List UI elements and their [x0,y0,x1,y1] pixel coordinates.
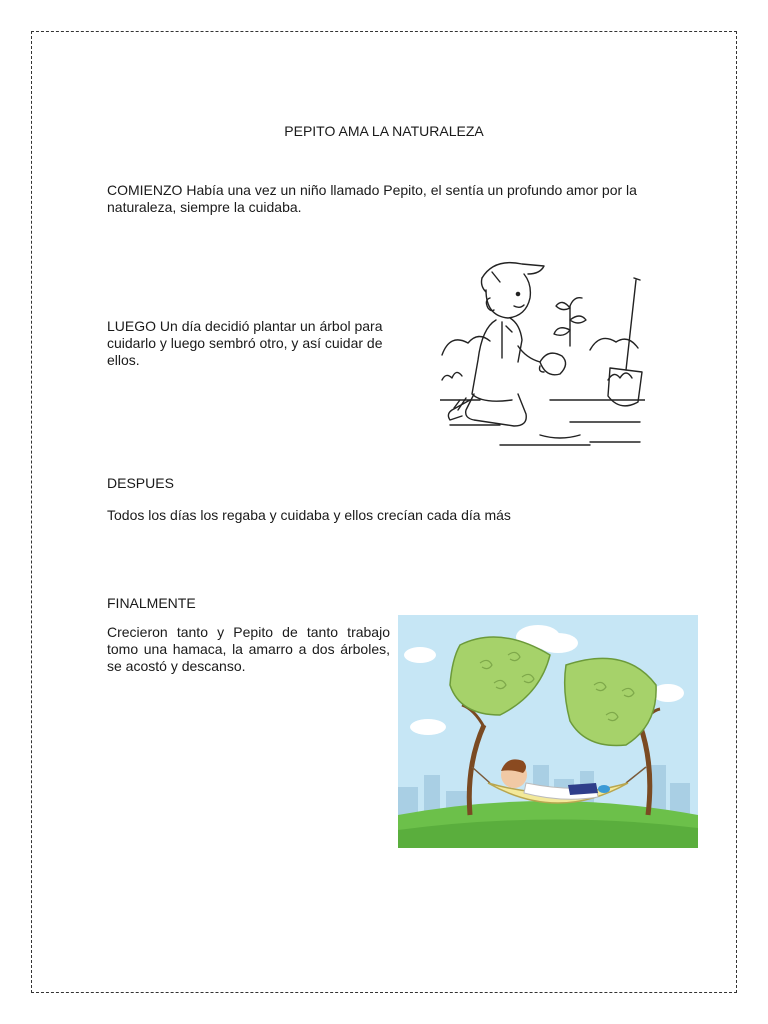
paragraph-comienzo: COMIENZO Había una vez un niño llamado Pepito, el sentía un profundo amor por la naturaleza, siempre la cuidaba. [107,182,637,215]
paragraph-luego: LUEGO Un día decidió plantar un árbol para cuidarlo y luego sembró otro, y así cuidar de ellos. [107,318,383,368]
heading-finalmente: FINALMENTE [107,595,196,611]
page-title: PEPITO AMA LA NATURALEZA [284,123,484,139]
hammock-illustration [398,615,698,848]
paragraph-despues: Todos los días los regaba y cuidaba y ellos crecían cada día más [107,507,511,523]
boy-planting-illustration [440,250,645,460]
paragraph-finalmente: Crecieron tanto y Pepito de tanto trabajo tomo una hamaca, la amarro a dos árboles, se acostó y descanso. [107,624,390,674]
heading-despues: DESPUES [107,475,174,491]
